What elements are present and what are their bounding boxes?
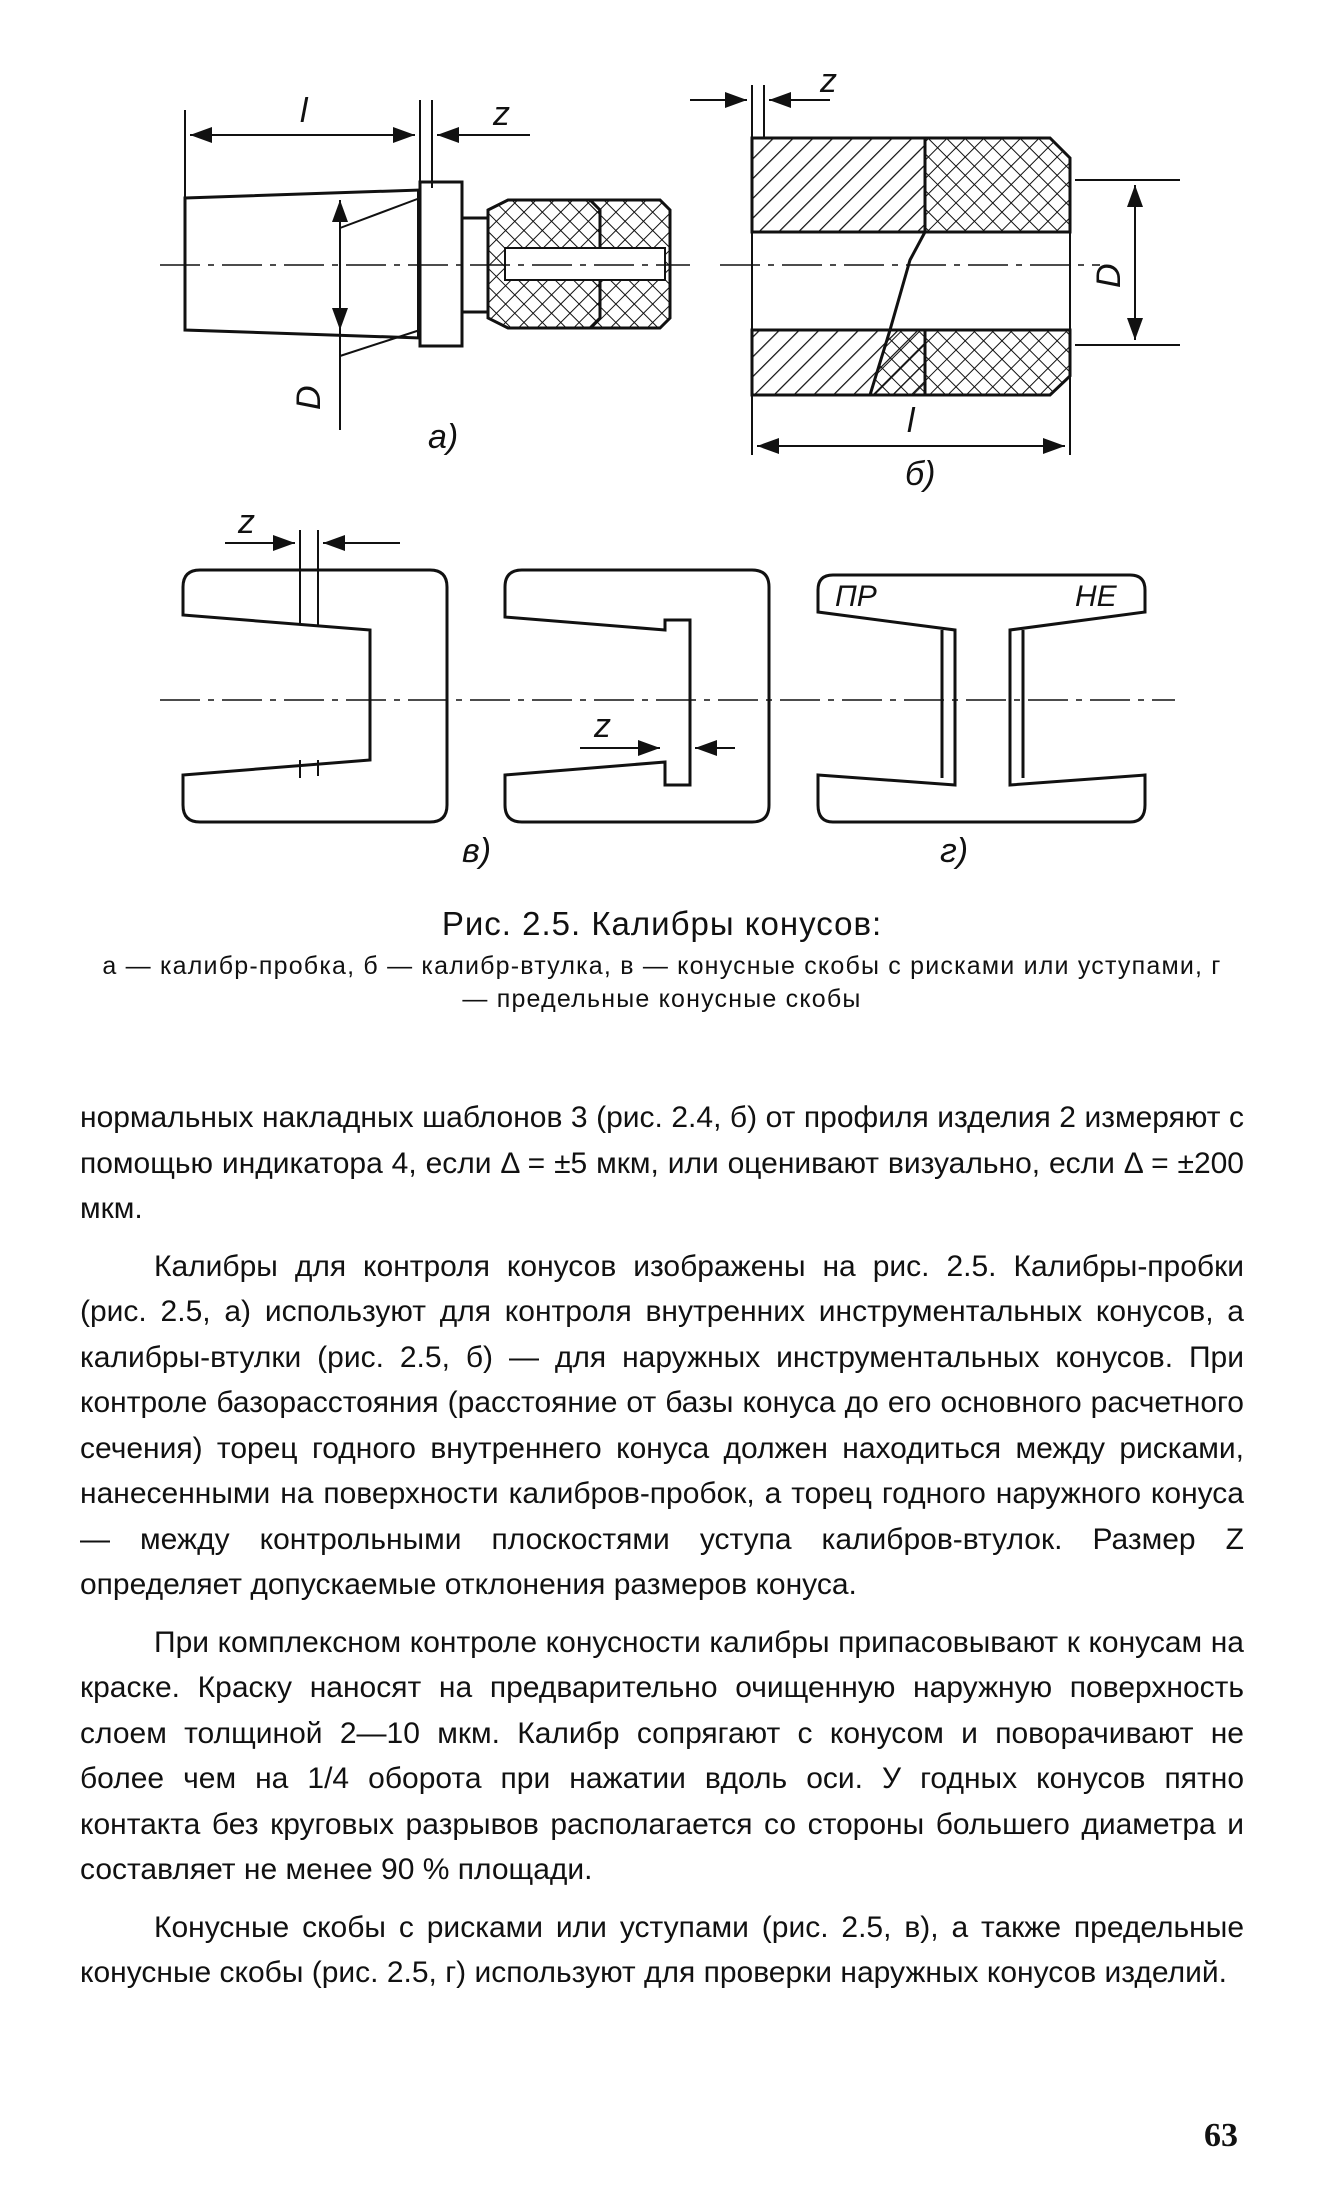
- label-pr: ПР: [835, 580, 877, 613]
- figure-caption-title: Рис. 2.5. Калибры конусов:: [441, 905, 883, 942]
- label-ne: НЕ: [1075, 580, 1117, 613]
- label-z-a: z: [493, 95, 510, 133]
- label-l-b: l: [907, 402, 915, 440]
- label-l-a: l: [300, 92, 308, 130]
- figure-2-5: [0, 0, 1324, 900]
- paragraph-4: Конусные скобы с рисками или уступами (рис. 2.5, в), а также предельные конусные скобы (рис. 2.5, г) используют для проверки наружных конусов изделий.: [80, 1910, 1244, 1989]
- label-sub-v: в): [462, 832, 492, 870]
- label-z-v2: z: [594, 707, 611, 745]
- paragraph-2: Калибры для контроля конусов изображены на рис. 2.5. Калибры-пробки (рис. 2.5, а) используют для контроля внутренних инструментальных конусов, а калибры-втулки (рис. 2.5, б) — для наружных инструментальных конусов. При контроле базорасстояния (расстояние от базы конуса до его основного расчетного сечения) торец годного внутреннего конуса должен находиться между рисками, нанесенными на поверхности калибров-пробок, а торец годного наружного конуса — между контрольными плоскостями уступа калибров-втулок. Размер Z определяет допускаемые отклонения размеров конуса.: [80, 1249, 1244, 1601]
- label-sub-a: а): [428, 418, 459, 456]
- diagram-a-plug-gauge: [160, 100, 690, 430]
- label-sub-b: б): [905, 455, 936, 493]
- body-text: [80, 1095, 1244, 1996]
- label-sub-g: г): [940, 832, 969, 870]
- label-z-b: z: [820, 62, 837, 100]
- label-D-a: D: [290, 385, 328, 410]
- page-number: 63: [1204, 2117, 1238, 2154]
- label-D-b: D: [1090, 263, 1128, 288]
- label-z-v1: z: [238, 503, 255, 541]
- paragraph-3: При комплексном контроле конусности калибры припасовывают к конусам на краске. Краску наносят на предварительно очищенную наружную поверхность слоем толщиной 2—10 мкм. Калибр сопрягают с конусом и поворачивают не более чем на 1/4 оборота при нажатии вдоль оси. У годных конусов пятно контакта без круговых разрывов располагается со стороны большего диаметра и составляет не менее 90 % площади.: [80, 1625, 1244, 1886]
- figure-caption-description: а — калибр-пробка, б — калибр-втулка, в — конусные скобы с рисками или уступами, г — предельные конусные скобы: [102, 952, 1222, 1013]
- diagram-v-snap-gauges: [183, 530, 769, 822]
- paragraph-1: нормальных накладных шаблонов 3 (рис. 2.4, б) от профиля изделия 2 измеряют с помощью индикатора 4, если Δ = ±5 мкм, или оценивают визуально, если Δ = ±200 мкм.: [80, 1101, 1244, 1225]
